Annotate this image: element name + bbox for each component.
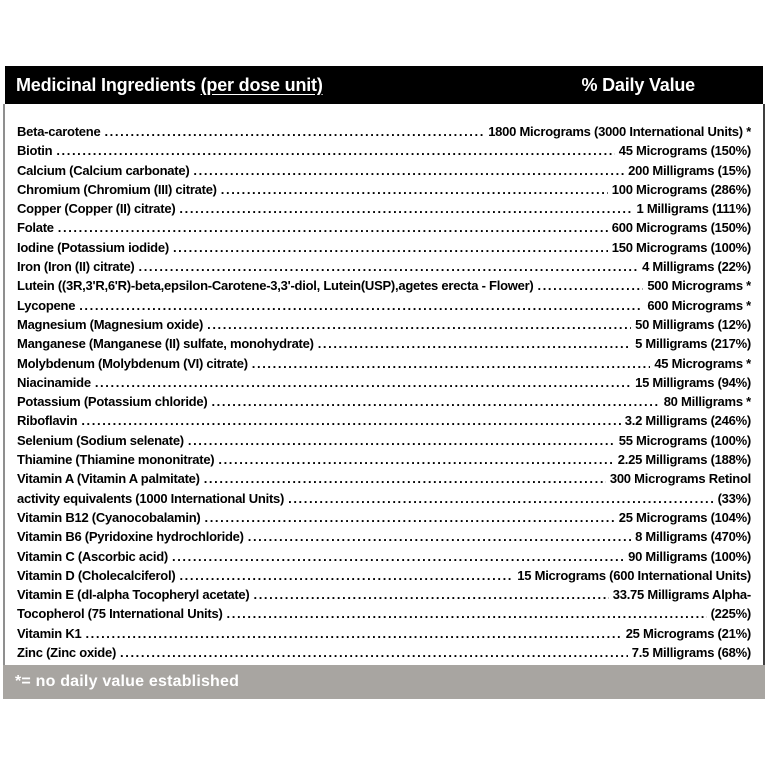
footnote-text: *= no daily value established xyxy=(15,673,240,690)
ingredient-name: Iron (Iron (II) citrate) xyxy=(17,259,135,275)
ingredient-name: Calcium (Calcium carbonate) xyxy=(17,162,190,178)
ingredient-name: Vitamin A (Vitamin A palmitate) xyxy=(17,471,200,487)
ingredient-amount: 1800 Micrograms (3000 International Units) * xyxy=(488,124,751,139)
ingredient-amount: 55 Micrograms (100%) xyxy=(618,432,751,448)
ingredient-name: Chromium (Chromium (III) citrate) xyxy=(17,181,217,197)
table-row xyxy=(17,626,751,645)
ingredient-name: Folate xyxy=(17,220,54,236)
ingredient-amount: 80 Milligrams * xyxy=(663,394,751,410)
ingredient-name: Vitamin B6 (Pyridoxine hydrochloride) xyxy=(17,529,244,545)
ingredient-name: Vitamin B12 (Cyanocobalamin) xyxy=(17,509,201,525)
table-row xyxy=(17,317,751,336)
table-row xyxy=(17,182,751,201)
dot-leader xyxy=(120,645,628,660)
dot-leader xyxy=(58,220,608,235)
ingredient-name: Niacinamide xyxy=(17,374,91,390)
table-row xyxy=(17,394,751,413)
table-row xyxy=(17,491,751,510)
table-row xyxy=(17,375,751,394)
dot-leader xyxy=(179,568,513,583)
ingredient-amount: 33.75 Milligrams Alpha- xyxy=(612,587,751,603)
ingredient-amount: 500 Micrograms * xyxy=(647,278,751,294)
ingredient-name: Tocopherol (75 International Units) xyxy=(17,606,223,622)
dot-leader xyxy=(204,510,614,525)
ingredient-amount: 3.2 Milligrams (246%) xyxy=(624,413,751,429)
ingredient-amount: 25 Micrograms (104%) xyxy=(618,509,751,525)
table-row xyxy=(17,201,751,220)
ingredient-name: Vitamin K1 xyxy=(17,625,82,641)
dot-leader xyxy=(85,626,621,641)
header-title-main: Medicinal Ingredients xyxy=(16,74,201,95)
ingredient-name: Selenium (Sodium selenate) xyxy=(17,432,184,448)
ingredient-name: activity equivalents (1000 International Units) xyxy=(17,490,285,506)
dot-leader xyxy=(227,606,707,621)
ingredient-name: Beta-carotene xyxy=(17,124,101,139)
table-row xyxy=(17,336,751,355)
daily-value-heading: % Daily Value xyxy=(581,74,695,95)
table-row xyxy=(17,413,751,432)
dot-leader xyxy=(204,471,606,486)
ingredient-name: Thiamine (Thiamine mononitrate) xyxy=(17,452,215,468)
ingredient-name: Potassium (Potassium chloride) xyxy=(17,394,208,410)
ingredient-name: Molybdenum (Molybdenum (VI) citrate) xyxy=(17,355,248,371)
ingredient-amount: 200 Milligrams (15%) xyxy=(628,162,751,178)
table-row xyxy=(17,298,751,317)
table-row xyxy=(17,259,751,278)
dot-leader xyxy=(193,163,624,178)
ingredient-name: Vitamin C (Ascorbic acid) xyxy=(17,548,168,564)
table-row xyxy=(17,452,751,471)
ingredients-table xyxy=(3,104,765,665)
ingredient-name: Lutein ((3R,3'R,6'R)-beta,epsilon-Carotene-3,3'-diol, Lutein(USP),agetes erecta - Flower) xyxy=(17,278,534,294)
table-row xyxy=(17,240,751,259)
dot-leader xyxy=(104,124,484,139)
ingredient-name: Copper (Copper (II) citrate) xyxy=(17,201,176,217)
table-row xyxy=(17,529,751,548)
ingredient-amount: 300 Micrograms Retinol xyxy=(609,471,751,487)
ingredient-amount: 4 Milligrams (22%) xyxy=(642,259,751,275)
ingredient-amount: 45 Micrograms (150%) xyxy=(618,143,751,159)
dot-leader xyxy=(79,298,643,313)
ingredient-name: Riboflavin xyxy=(17,413,78,429)
dot-leader xyxy=(252,356,651,371)
ingredient-name: Lycopene xyxy=(17,297,76,313)
ingredient-name: Vitamin E (dl-alpha Tocopheryl acetate) xyxy=(17,587,250,603)
table-row xyxy=(17,124,751,143)
ingredient-name: Zinc (Zinc oxide) xyxy=(17,645,117,661)
dot-leader xyxy=(179,201,632,216)
ingredient-amount: 15 Milligrams (94%) xyxy=(635,374,751,390)
dot-leader xyxy=(139,259,639,274)
table-row xyxy=(17,471,751,490)
dot-leader xyxy=(248,529,631,544)
ingredient-amount: 15 Micrograms (600 International Units) xyxy=(517,567,751,583)
ingredient-amount: 2.25 Milligrams (188%) xyxy=(617,452,751,468)
dot-leader xyxy=(288,491,713,506)
ingredient-name: Manganese (Manganese (II) sulfate, monohydrate) xyxy=(17,336,314,352)
ingredient-name: Magnesium (Magnesium oxide) xyxy=(17,316,204,332)
ingredient-amount: 600 Micrograms * xyxy=(647,297,751,313)
ingredient-amount: 600 Micrograms (150%) xyxy=(611,220,751,236)
table-row xyxy=(17,549,751,568)
dot-leader xyxy=(218,452,613,467)
table-row xyxy=(17,587,751,606)
ingredient-amount: 45 Micrograms * xyxy=(654,355,751,371)
table-row xyxy=(17,220,751,239)
table-row xyxy=(17,356,751,375)
dot-leader xyxy=(538,278,644,293)
ingredient-amount: 50 Milligrams (12%) xyxy=(635,316,751,332)
header-title xyxy=(16,75,323,96)
ingredient-amount: 7.5 Milligrams (68%) xyxy=(631,645,751,661)
ingredient-amount: (33%) xyxy=(717,490,751,506)
ingredient-amount: 25 Micrograms (21%) xyxy=(625,625,751,641)
dot-leader xyxy=(81,413,620,428)
table-row xyxy=(17,278,751,297)
dot-leader xyxy=(172,549,624,564)
dot-leader xyxy=(95,375,631,390)
ingredient-name: Iodine (Potassium iodide) xyxy=(17,239,169,255)
table-row xyxy=(17,433,751,452)
ingredient-amount: 8 Milligrams (470%) xyxy=(635,529,751,545)
dot-leader xyxy=(221,182,608,197)
ingredient-amount: 150 Micrograms (100%) xyxy=(611,239,751,255)
dot-leader xyxy=(56,143,614,158)
header-title-per-dose-unit: (per dose unit) xyxy=(200,74,323,95)
table-row xyxy=(17,143,751,162)
table-row xyxy=(17,510,751,529)
dot-leader xyxy=(211,394,659,409)
ingredient-name: Vitamin D (Cholecalciferol) xyxy=(17,567,176,583)
dot-leader xyxy=(254,587,609,602)
ingredient-amount: 90 Milligrams (100%) xyxy=(628,548,751,564)
ingredient-amount: 1 Milligrams (111%) xyxy=(636,201,751,217)
dot-leader xyxy=(173,240,608,255)
ingredient-amount: 100 Micrograms (286%) xyxy=(611,181,751,197)
ingredient-name: Biotin xyxy=(17,143,53,159)
dot-leader xyxy=(318,336,631,351)
label-header-bar xyxy=(5,66,763,104)
ingredient-amount: (225%) xyxy=(710,606,751,622)
footnote-bar xyxy=(3,665,765,699)
dot-leader xyxy=(207,317,631,332)
table-row xyxy=(17,163,751,182)
ingredient-amount: 5 Milligrams (217%) xyxy=(635,336,751,352)
table-row xyxy=(17,568,751,587)
table-row xyxy=(17,606,751,625)
dot-leader xyxy=(188,433,615,448)
table-row xyxy=(17,645,751,664)
